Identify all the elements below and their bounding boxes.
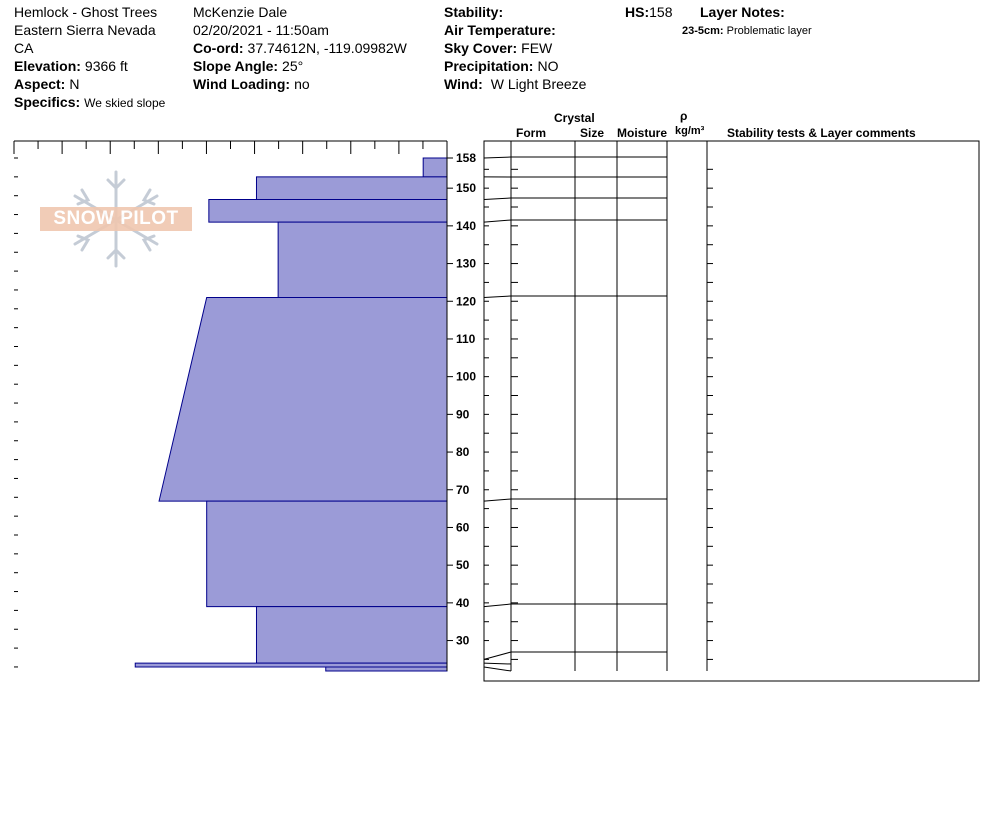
layer-connector	[484, 652, 511, 659]
layer-notes-range: 23-5cm:	[682, 25, 724, 37]
hs-value: 158	[649, 4, 673, 20]
stability-label: Stability:	[444, 4, 504, 20]
coord-value: 37.74612N, -119.09982W	[247, 40, 407, 56]
wind-loading-value: no	[294, 76, 310, 92]
layer-connector	[484, 296, 511, 297]
comments-header: Stability tests & Layer comments	[727, 126, 916, 140]
observer-name: McKenzie Dale	[193, 4, 288, 20]
elevation-value: 9366 ft	[84, 58, 128, 74]
crystal-header: Crystal	[554, 111, 595, 125]
elevation-label: Elevation:	[14, 58, 81, 74]
hardness-layer-7	[135, 663, 447, 667]
layer-table-frame	[484, 141, 979, 681]
specifics-value: We skied slope	[84, 96, 166, 110]
aspect-value: N	[69, 76, 80, 92]
snowpilot-logo-text: SNOW PILOT	[40, 207, 192, 231]
location-name: Hemlock - Ghost Trees	[14, 4, 158, 20]
hardness-layer-8	[326, 667, 447, 671]
hardness-layer-1	[256, 177, 447, 200]
depth-tick-label: 100	[456, 369, 477, 384]
precipitation-label: Precipitation:	[444, 58, 534, 74]
layer-notes-text: Problematic layer	[726, 25, 812, 37]
depth-tick-label: 140	[456, 218, 477, 233]
coord-label: Co-ord:	[193, 40, 244, 56]
density-unit-header: kg/m³	[675, 125, 705, 137]
depth-tick-label: 90	[456, 407, 470, 422]
depth-tick-label: 80	[456, 445, 470, 460]
precipitation-value: NO	[537, 58, 559, 74]
depth-tick-label: 30	[456, 633, 470, 648]
wind-loading-label: Wind Loading:	[193, 76, 291, 92]
layer-connector	[484, 157, 511, 158]
layer-connector	[484, 499, 511, 501]
region-name: Eastern Sierra Nevada	[14, 22, 156, 38]
layer-connector	[484, 663, 511, 664]
form-header: Form	[516, 126, 546, 140]
depth-axis	[447, 151, 713, 659]
depth-tick-label: 110	[456, 331, 476, 346]
depth-tick-label: 158	[456, 151, 477, 165]
rho-header: ρ	[680, 109, 688, 123]
hardness-layer-0	[423, 158, 447, 177]
air-temperature-label: Air Temperature:	[444, 22, 556, 38]
hardness-layer-5	[207, 501, 447, 607]
slope-angle-value: 25°	[282, 58, 304, 74]
specifics-label: Specifics:	[14, 94, 81, 110]
aspect-label: Aspect:	[14, 76, 66, 92]
layer-connector	[484, 667, 511, 671]
hardness-layer-2	[209, 199, 447, 222]
depth-tick-label: 120	[456, 294, 477, 309]
wind-label: Wind:	[444, 76, 483, 92]
layer-connector	[484, 220, 511, 222]
hs-label: HS:	[625, 4, 650, 20]
depth-tick-label: 150	[456, 181, 477, 196]
depth-tick-label: 130	[456, 256, 477, 271]
size-header: Size	[580, 126, 605, 140]
layer-connector	[484, 198, 511, 199]
sky-cover-value: FEW	[521, 40, 553, 56]
state-name: CA	[14, 40, 34, 56]
slope-angle-label: Slope Angle:	[193, 58, 279, 74]
depth-tick-label: 60	[456, 520, 470, 535]
sky-cover-label: Sky Cover:	[444, 40, 518, 56]
hardness-layer-4	[159, 297, 447, 501]
depth-tick-label: 40	[456, 595, 470, 610]
layer-notes-label: Layer Notes:	[700, 4, 785, 20]
hardness-layer-3	[278, 222, 447, 297]
wind-value: W Light Breeze	[490, 76, 587, 92]
depth-tick-label: 70	[456, 482, 470, 497]
layer-connector	[484, 604, 511, 607]
depth-tick-label: 50	[456, 558, 470, 573]
observation-datetime: 02/20/2021 - 11:50am	[193, 22, 329, 38]
moisture-header: Moisture	[617, 126, 668, 140]
hardness-layer-6	[256, 607, 447, 664]
